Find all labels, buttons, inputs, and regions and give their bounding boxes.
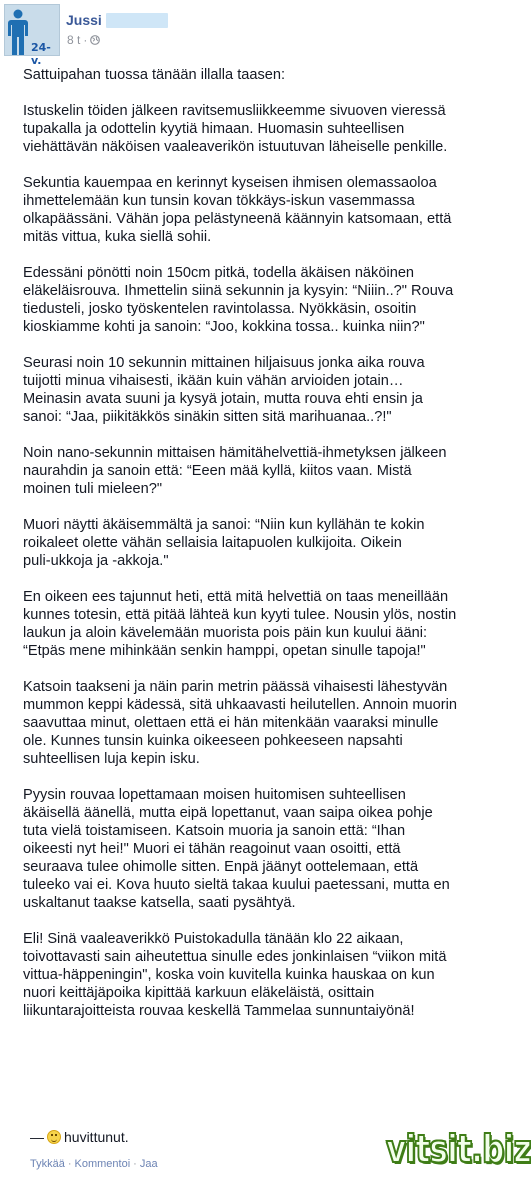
- author-name-text[interactable]: Jussi: [66, 12, 102, 28]
- author-name[interactable]: [66, 12, 168, 28]
- like-link[interactable]: Tykkää: [30, 1158, 65, 1170]
- watermark-logo: vitsit.biz: [386, 1127, 531, 1171]
- avatar[interactable]: [4, 4, 60, 67]
- post-body: [23, 66, 503, 1038]
- action-separator: ·: [133, 1158, 137, 1170]
- avatar-age-label: 24-v.: [31, 41, 51, 67]
- post-time[interactable]: 8 t: [67, 33, 81, 47]
- post-paragraph: Muori näytti äkäisemmältä ja sanoi: “Niin kun kyllähän te kokin roikaleet olette vähän sellaisia laitapuolen kulkijoita. Oikein puli-ukkoja ja -akkoja.": [23, 517, 425, 569]
- post-paragraph: En oikeen ees tajunnut heti, että mitä helvettiä on taas meneillään kunnes totesin, että pitää lähteä kun kyyti tulee. Nousin ylös, nostin laukun ja aloin kävelemään muorista pois päin kun kuului ääni: “Etpäs mene mihinkään senkin hamppi, opetan sinulle tapoja!": [23, 589, 457, 659]
- person-silhouette-icon: [7, 9, 29, 57]
- post-paragraph: Katsoin taakseni ja näin parin metrin päässä vihaisesti lähestyvän mummon keppi kädessä, sitä uhkaavasti heilutellen. Annoin muorin saavuttaa minut, olettaen että ei hän mitenkään vaaraksi minulle ole. Kunnes tunsin kuinka oikeeseen pohkeeseen napsahti suhteellisen luja kepin isku.: [23, 679, 457, 767]
- post-paragraph: Sekuntia kauempaa en kerinnyt kyseisen ihmisen olemassaoloa ihmettelemään kun tunsin kovan tökkäys-iskun vasemmassa olkapäässäni. Vähän jopa pelästyneenä käännyin katsomaan, että mitäs vittua, kuka siellä sohii.: [23, 175, 452, 245]
- post-paragraph: Sattuipahan tuossa tänään illalla taasen:: [23, 67, 286, 83]
- feeling-line: [30, 1129, 129, 1145]
- post-paragraph: Pyysin rouvaa lopettamaan moisen huitomisen suhteellisen äkäisellä äänellä, mutta eipä lopettanut, vaan saipa oikea pohje tuta vielä toistamiseen. Katsoin muoria ja sanoin että: “Ihan oikeesti nyt hei!" Muori ei tähän reagoinut vaan osoitti, että seuraava tulee ohimolle sitten. Enpä jäänyt oottelemaan, että tuleeko vai ei. Kova huuto sieltä takaa kuului paetessani, mutta en uskaltanut taakse katsella, saati pysähtyä.: [23, 787, 450, 911]
- action-separator: ·: [67, 1158, 72, 1170]
- comment-link[interactable]: Kommentoi: [74, 1158, 131, 1170]
- feeling-text[interactable]: huvittunut.: [64, 1129, 129, 1145]
- post-paragraph: Eli! Sinä vaaleaverikkö Puistokadulla tänään klo 22 aikaan, toivottavasti sain aiheutettua sinulle edes jonkinlaisen “viikon mitä vittua-häppeningin", koska voin kuvitella kuinka hauskaa on kun nuori keittäjäpoika kipittää karkuun eläkeläistä, osittain liikuntarajoitteista rouvaa keskellä Tammelaa sunnuntaiyönä!: [23, 931, 447, 1019]
- post-paragraph: Istuskelin töiden jälkeen ravitsemusliikkeemme sivuoven vieressä tupakalla ja odottelin kyytiä himaan. Huomasin suhteellisen viehättävän näköisen vaaleaverikön istuutuvan läheiselle penkille.: [23, 103, 448, 155]
- globe-icon[interactable]: [90, 35, 100, 45]
- feeling-dash: —: [30, 1129, 44, 1145]
- smiley-icon: [47, 1130, 61, 1144]
- redacted-surname: [106, 13, 168, 28]
- post-paragraph: Edessäni pönötti noin 150cm pitkä, todella äkäisen näköinen eläkeläisrouva. Ihmettelin siinä sekunnin ja kysyin: “Niiin..?" Rouva tiedusteli, josko työskentelen ravintolassa. Nyökkäsin, osoitin kioskiamme kohti ja sanoin: “Joo, kokkina tossa.. kuinka niin?": [23, 265, 454, 335]
- post-paragraph: Noin nano-sekunnin mittaisen hämitähelvettiä-ihmetyksen jälkeen naurahdin ja sanoin että: “Eeen mää kyllä, kiitos vaan. Mistä moinen tuli mieleen?": [23, 445, 447, 497]
- meta-separator: ·: [83, 33, 88, 47]
- post-meta: [67, 33, 100, 47]
- post-paragraph: Seurasi noin 10 sekunnin mittainen hiljaisuus jonka aika rouva tuijotti minua vihaisesti, ikään kuin vähän arvioiden jotain… Meinasin avata suuni ja kysyä jotain, mutta rouva ehti ensin ja sanoi: “Jaa, piikitäkkös sinäkin sitten sitä marihuanaa..?!": [23, 355, 425, 425]
- post-actions: [30, 1158, 158, 1170]
- share-link[interactable]: Jaa: [139, 1158, 158, 1170]
